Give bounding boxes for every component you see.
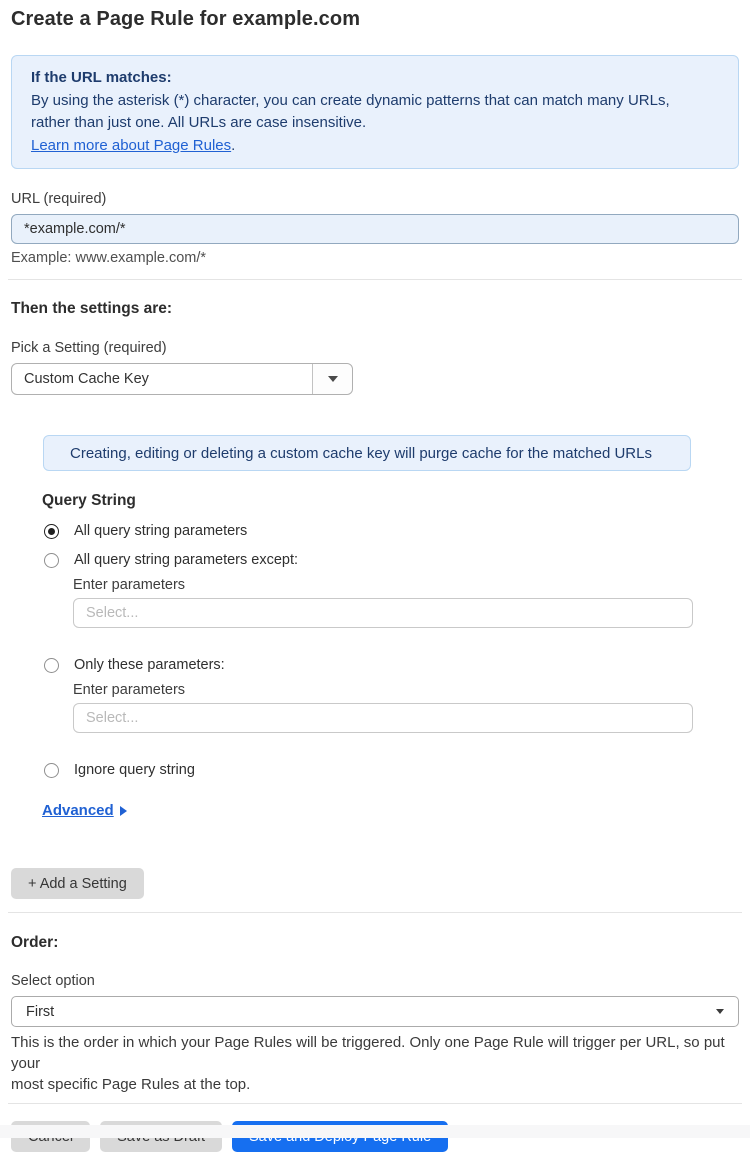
- info-box-body-line2: rather than just one. All URLs are case insensitive.: [31, 114, 367, 131]
- divider: [8, 279, 742, 280]
- create-page-rule-form: [0, 8, 750, 1138]
- radio-ignore-qs[interactable]: [44, 763, 59, 778]
- order-select[interactable]: [11, 996, 739, 1027]
- radio-row-all-except: [44, 552, 750, 568]
- radio-only-these-label[interactable]: Only these parameters:: [74, 657, 225, 673]
- info-box-link-line: [31, 135, 722, 158]
- divider: [8, 1103, 742, 1104]
- learn-more-link[interactable]: Learn more about Page Rules: [31, 136, 232, 154]
- advanced-link[interactable]: Advanced: [42, 802, 114, 819]
- info-box-body-line1: By using the asterisk (*) character, you can create dynamic patterns that can match many URLs,: [31, 91, 670, 109]
- url-input[interactable]: [11, 214, 739, 244]
- only-params-input[interactable]: [73, 703, 693, 733]
- setting-select-value: Custom Cache Key: [24, 371, 149, 387]
- radio-all-params-label[interactable]: All query string parameters: [74, 523, 248, 539]
- chevron-down-icon: [328, 376, 338, 382]
- radio-row-all-params: [44, 523, 750, 539]
- link-period: .: [231, 136, 236, 154]
- setting-select[interactable]: [11, 363, 353, 395]
- url-label: URL (required): [11, 191, 107, 207]
- settings-heading: Then the settings are:: [11, 300, 173, 317]
- url-match-info-box: [11, 55, 739, 169]
- info-box-heading: If the URL matches:: [31, 69, 172, 86]
- triangle-right-icon: [120, 806, 127, 816]
- order-select-value: First: [26, 1003, 55, 1020]
- except-params-input[interactable]: [73, 598, 693, 628]
- except-params-label: Enter parameters: [73, 577, 186, 593]
- radio-all-except-label[interactable]: All query string parameters except:: [74, 552, 299, 568]
- page-title: Create a Page Rule for example.com: [11, 8, 361, 30]
- order-select-label: Select option: [11, 973, 95, 989]
- setting-select-arrow-button[interactable]: [312, 364, 352, 394]
- add-setting-button[interactable]: + Add a Setting: [11, 868, 144, 899]
- url-example-text: Example: www.example.com/*: [11, 250, 207, 266]
- cache-key-notice-text: Creating, editing or deleting a custom cache key will purge cache for the matched URLs: [70, 444, 652, 462]
- radio-all-params[interactable]: [44, 524, 59, 539]
- chevron-down-icon: [716, 1009, 724, 1014]
- advanced-row: [42, 802, 750, 819]
- radio-row-ignore-qs: [44, 762, 750, 778]
- radio-row-only-these: [44, 657, 750, 673]
- order-help-text: [11, 1032, 739, 1095]
- page-background-strip: [0, 1125, 750, 1138]
- radio-all-except[interactable]: [44, 553, 59, 568]
- order-heading: Order:: [11, 934, 59, 951]
- radio-ignore-qs-label[interactable]: Ignore query string: [74, 762, 195, 778]
- query-string-heading: Query String: [42, 492, 136, 509]
- cache-key-notice: [43, 435, 691, 471]
- radio-only-these[interactable]: [44, 658, 59, 673]
- order-help-line1: This is the order in which your Page Rules will be triggered. Only one Page Rule will trigger per URL, so put your: [11, 1034, 725, 1072]
- order-help-line2: most specific Page Rules at the top.: [11, 1076, 251, 1093]
- pick-setting-label: Pick a Setting (required): [11, 340, 167, 356]
- divider: [8, 912, 742, 913]
- only-params-label: Enter parameters: [73, 682, 186, 698]
